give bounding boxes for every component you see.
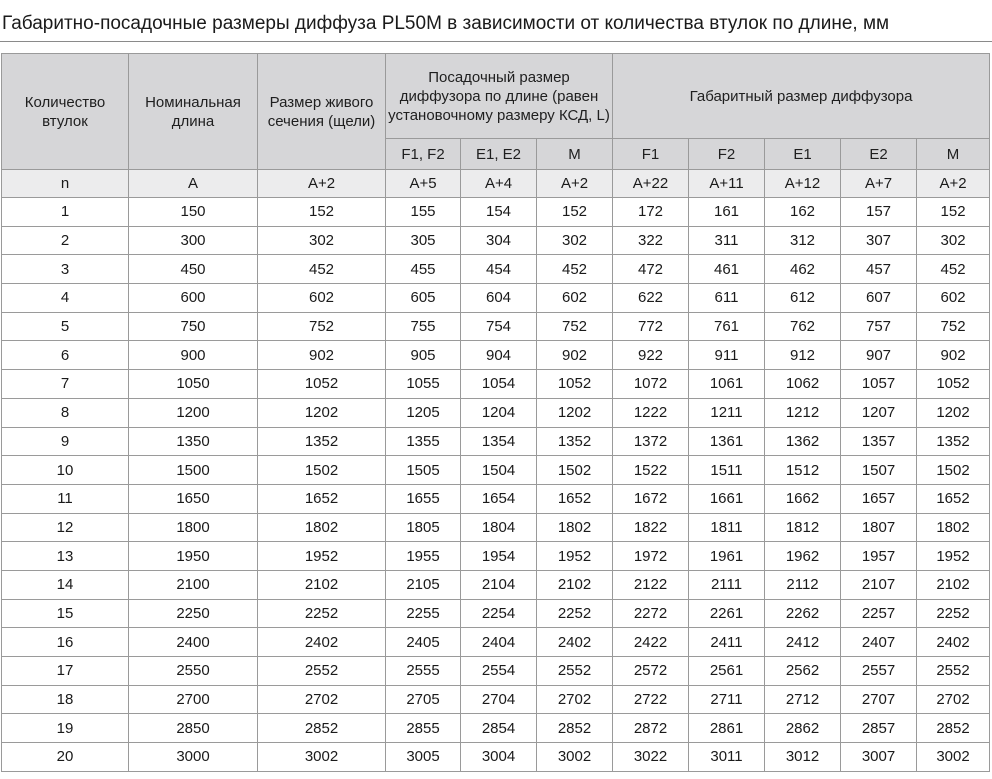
header-count: Количество втулок: [2, 54, 129, 170]
table-row: [2, 198, 990, 227]
table-row: [2, 657, 990, 686]
header-mount-e1e2: E1, E2: [461, 139, 537, 170]
table-row: [2, 255, 990, 284]
table-cell: 5: [2, 312, 129, 341]
table-cell: 152: [258, 198, 386, 227]
table-cell: 2102: [917, 570, 990, 599]
table-cell: 2702: [537, 685, 613, 714]
table-cell: 1205: [386, 398, 461, 427]
table-cell: 161: [689, 198, 765, 227]
table-cell: 1: [2, 198, 129, 227]
table-cell: 2712: [765, 685, 841, 714]
table-cell: 14: [2, 570, 129, 599]
table-cell: 1222: [613, 398, 689, 427]
table-cell: 605: [386, 284, 461, 313]
table-cell: 3011: [689, 743, 765, 772]
table-cell: 1202: [537, 398, 613, 427]
table-cell: 10: [2, 456, 129, 485]
header-nominal-length: Номинальная длина: [129, 54, 258, 170]
table-cell: 1657: [841, 484, 917, 513]
table-cell: 452: [537, 255, 613, 284]
table-body: [2, 170, 990, 772]
table-cell: 2557: [841, 657, 917, 686]
table-cell: 452: [917, 255, 990, 284]
table-cell: 1957: [841, 542, 917, 571]
table-cell: 307: [841, 226, 917, 255]
table-row: [2, 628, 990, 657]
table-cell: 752: [917, 312, 990, 341]
table-cell: 2555: [386, 657, 461, 686]
table-cell: 2262: [765, 599, 841, 628]
table-cell: 462: [765, 255, 841, 284]
formula-cell: A+2: [258, 170, 386, 198]
table-cell: 2252: [258, 599, 386, 628]
table-cell: 902: [917, 341, 990, 370]
table-cell: 2552: [917, 657, 990, 686]
table-cell: 1805: [386, 513, 461, 542]
table-cell: 1802: [917, 513, 990, 542]
table-cell: 2702: [258, 685, 386, 714]
title-divider: [0, 41, 992, 42]
table-cell: 154: [461, 198, 537, 227]
table-cell: 1652: [917, 484, 990, 513]
table-cell: 6: [2, 341, 129, 370]
table-cell: 2861: [689, 714, 765, 743]
table-cell: 2704: [461, 685, 537, 714]
table-cell: 1950: [129, 542, 258, 571]
table-cell: 2105: [386, 570, 461, 599]
table-cell: 1952: [537, 542, 613, 571]
table-cell: 2707: [841, 685, 917, 714]
table-cell: 3002: [917, 743, 990, 772]
table-cell: 2711: [689, 685, 765, 714]
table-cell: 3005: [386, 743, 461, 772]
table-cell: 2412: [765, 628, 841, 657]
header-live-section: Размер живого сечения (щели): [258, 54, 386, 170]
table-cell: 2422: [613, 628, 689, 657]
table-cell: 907: [841, 341, 917, 370]
table-cell: 452: [258, 255, 386, 284]
table-cell: 1204: [461, 398, 537, 427]
table-cell: 4: [2, 284, 129, 313]
table-cell: 1502: [537, 456, 613, 485]
table-cell: 1655: [386, 484, 461, 513]
table-row: [2, 570, 990, 599]
table-cell: 2100: [129, 570, 258, 599]
table-cell: 454: [461, 255, 537, 284]
table-cell: 1800: [129, 513, 258, 542]
table-cell: 1522: [613, 456, 689, 485]
table-cell: 3002: [258, 743, 386, 772]
table-cell: 900: [129, 341, 258, 370]
table-row: [2, 714, 990, 743]
table-cell: 600: [129, 284, 258, 313]
table-cell: 1662: [765, 484, 841, 513]
table-cell: 1050: [129, 370, 258, 399]
table-cell: 2561: [689, 657, 765, 686]
formula-cell: A: [129, 170, 258, 198]
dimensions-table: [1, 53, 990, 772]
table-row: [2, 341, 990, 370]
table-cell: 612: [765, 284, 841, 313]
table-cell: 752: [537, 312, 613, 341]
table-row: [2, 370, 990, 399]
formula-cell: n: [2, 170, 129, 198]
table-cell: 1812: [765, 513, 841, 542]
table-cell: 19: [2, 714, 129, 743]
table-cell: 2552: [537, 657, 613, 686]
table-cell: 2107: [841, 570, 917, 599]
table-cell: 7: [2, 370, 129, 399]
table-cell: 305: [386, 226, 461, 255]
table-cell: 2111: [689, 570, 765, 599]
table-cell: 604: [461, 284, 537, 313]
table-cell: 1054: [461, 370, 537, 399]
table-cell: 1672: [613, 484, 689, 513]
table-cell: 3022: [613, 743, 689, 772]
table-cell: 300: [129, 226, 258, 255]
table-cell: 17: [2, 657, 129, 686]
formula-cell: A+4: [461, 170, 537, 198]
table-cell: 1807: [841, 513, 917, 542]
table-cell: 1650: [129, 484, 258, 513]
table-cell: 2411: [689, 628, 765, 657]
table-cell: 602: [917, 284, 990, 313]
table-cell: 2122: [613, 570, 689, 599]
table-cell: 2852: [917, 714, 990, 743]
table-cell: 1055: [386, 370, 461, 399]
table-cell: 302: [258, 226, 386, 255]
table-cell: 1502: [917, 456, 990, 485]
table-cell: 2554: [461, 657, 537, 686]
header-mounting-size: Посадочный размер диффузора по длине (равен установочному размеру КСД, L): [386, 54, 613, 139]
table-cell: 1502: [258, 456, 386, 485]
table-cell: 304: [461, 226, 537, 255]
table-row: [2, 427, 990, 456]
table-cell: 1352: [537, 427, 613, 456]
table-cell: 152: [537, 198, 613, 227]
header-overall-f2: F2: [689, 139, 765, 170]
table-row: [2, 398, 990, 427]
table-cell: 1212: [765, 398, 841, 427]
table-cell: 2550: [129, 657, 258, 686]
table-cell: 1962: [765, 542, 841, 571]
table-cell: 2402: [917, 628, 990, 657]
table-cell: 1504: [461, 456, 537, 485]
table-cell: 20: [2, 743, 129, 772]
table-cell: 1511: [689, 456, 765, 485]
table-cell: 1052: [917, 370, 990, 399]
table-cell: 472: [613, 255, 689, 284]
table-cell: 461: [689, 255, 765, 284]
formula-cell: A+22: [613, 170, 689, 198]
table-cell: 157: [841, 198, 917, 227]
table-cell: 1505: [386, 456, 461, 485]
formula-cell: A+2: [537, 170, 613, 198]
table-cell: 1211: [689, 398, 765, 427]
table-row: [2, 542, 990, 571]
table-cell: 905: [386, 341, 461, 370]
table-cell: 152: [917, 198, 990, 227]
table-cell: 162: [765, 198, 841, 227]
table-cell: 902: [537, 341, 613, 370]
table-cell: 1804: [461, 513, 537, 542]
table-cell: 752: [258, 312, 386, 341]
table-cell: 1661: [689, 484, 765, 513]
table-cell: 2405: [386, 628, 461, 657]
table-cell: 1357: [841, 427, 917, 456]
header-row-main: [2, 54, 990, 139]
table-cell: 450: [129, 255, 258, 284]
table-cell: 1072: [613, 370, 689, 399]
table-cell: 2404: [461, 628, 537, 657]
header-overall-e2: E2: [841, 139, 917, 170]
table-cell: 2102: [258, 570, 386, 599]
table-cell: 9: [2, 427, 129, 456]
table-cell: 1500: [129, 456, 258, 485]
table-cell: 8: [2, 398, 129, 427]
table-cell: 155: [386, 198, 461, 227]
table-cell: 1654: [461, 484, 537, 513]
table-cell: 1352: [917, 427, 990, 456]
formula-row: [2, 170, 990, 198]
table-cell: 2872: [613, 714, 689, 743]
table-cell: 2402: [537, 628, 613, 657]
table-cell: 1955: [386, 542, 461, 571]
header-mount-m: M: [537, 139, 613, 170]
table-cell: 2850: [129, 714, 258, 743]
table-cell: 1972: [613, 542, 689, 571]
table-cell: 12: [2, 513, 129, 542]
table-cell: 1512: [765, 456, 841, 485]
table-cell: 2700: [129, 685, 258, 714]
table-cell: 2254: [461, 599, 537, 628]
table-cell: 2562: [765, 657, 841, 686]
table-row: [2, 685, 990, 714]
table-cell: 2250: [129, 599, 258, 628]
table-cell: 1057: [841, 370, 917, 399]
table-row: [2, 743, 990, 772]
table-cell: 2552: [258, 657, 386, 686]
table-cell: 2252: [537, 599, 613, 628]
table-cell: 302: [537, 226, 613, 255]
table-cell: 457: [841, 255, 917, 284]
table-cell: 1811: [689, 513, 765, 542]
table-row: [2, 484, 990, 513]
table-cell: 1355: [386, 427, 461, 456]
table-cell: 2104: [461, 570, 537, 599]
table-cell: 2272: [613, 599, 689, 628]
table-cell: 3002: [537, 743, 613, 772]
header-mount-f1f2: F1, F2: [386, 139, 461, 170]
table-cell: 1200: [129, 398, 258, 427]
table-cell: 772: [613, 312, 689, 341]
header-overall-size: Габаритный размер диффузора: [613, 54, 990, 139]
table-cell: 1202: [258, 398, 386, 427]
formula-cell: A+11: [689, 170, 765, 198]
table-cell: 3004: [461, 743, 537, 772]
table-cell: 1354: [461, 427, 537, 456]
table-cell: 2261: [689, 599, 765, 628]
table-cell: 761: [689, 312, 765, 341]
header-overall-e1: E1: [765, 139, 841, 170]
table-row: [2, 599, 990, 628]
table-cell: 2852: [258, 714, 386, 743]
table-cell: 2572: [613, 657, 689, 686]
table-cell: 455: [386, 255, 461, 284]
table-cell: 757: [841, 312, 917, 341]
table-cell: 1802: [258, 513, 386, 542]
table-cell: 2255: [386, 599, 461, 628]
table-row: [2, 513, 990, 542]
table-cell: 762: [765, 312, 841, 341]
table-cell: 2: [2, 226, 129, 255]
table-cell: 902: [258, 341, 386, 370]
formula-cell: A+12: [765, 170, 841, 198]
table-cell: 602: [258, 284, 386, 313]
table-cell: 1061: [689, 370, 765, 399]
table-cell: 3: [2, 255, 129, 284]
table-cell: 18: [2, 685, 129, 714]
table-cell: 16: [2, 628, 129, 657]
table-cell: 912: [765, 341, 841, 370]
table-cell: 302: [917, 226, 990, 255]
table-cell: 607: [841, 284, 917, 313]
table-cell: 1052: [537, 370, 613, 399]
table-cell: 1952: [258, 542, 386, 571]
table-cell: 2702: [917, 685, 990, 714]
table-cell: 1822: [613, 513, 689, 542]
table-cell: 1372: [613, 427, 689, 456]
table-cell: 172: [613, 198, 689, 227]
table-cell: 2857: [841, 714, 917, 743]
table-cell: 1350: [129, 427, 258, 456]
table-cell: 3000: [129, 743, 258, 772]
table-cell: 311: [689, 226, 765, 255]
table-cell: 922: [613, 341, 689, 370]
table-cell: 622: [613, 284, 689, 313]
table-cell: 322: [613, 226, 689, 255]
table-cell: 3012: [765, 743, 841, 772]
table-cell: 1361: [689, 427, 765, 456]
table-cell: 2402: [258, 628, 386, 657]
table-cell: 312: [765, 226, 841, 255]
table-cell: 1507: [841, 456, 917, 485]
header-overall-f1: F1: [613, 139, 689, 170]
table-cell: 2102: [537, 570, 613, 599]
table-cell: 1202: [917, 398, 990, 427]
table-cell: 3007: [841, 743, 917, 772]
page-title: Габаритно-посадочные размеры диффуза PL50M в зависимости от количества втулок по длине, мм: [2, 13, 890, 34]
table-cell: 750: [129, 312, 258, 341]
formula-cell: A+2: [917, 170, 990, 198]
table-cell: 602: [537, 284, 613, 313]
table-cell: 1362: [765, 427, 841, 456]
table-cell: 2400: [129, 628, 258, 657]
table-cell: 2407: [841, 628, 917, 657]
table-cell: 2705: [386, 685, 461, 714]
formula-cell: A+5: [386, 170, 461, 198]
table-cell: 1652: [258, 484, 386, 513]
table-cell: 1062: [765, 370, 841, 399]
table-cell: 2854: [461, 714, 537, 743]
table-cell: 2112: [765, 570, 841, 599]
table-row: [2, 226, 990, 255]
header-overall-m: M: [917, 139, 990, 170]
table-cell: 904: [461, 341, 537, 370]
table-cell: 1352: [258, 427, 386, 456]
table-cell: 2855: [386, 714, 461, 743]
table-cell: 611: [689, 284, 765, 313]
table-row: [2, 456, 990, 485]
table-cell: 754: [461, 312, 537, 341]
table-cell: 2257: [841, 599, 917, 628]
table-cell: 911: [689, 341, 765, 370]
table-cell: 2852: [537, 714, 613, 743]
table-cell: 1961: [689, 542, 765, 571]
table-cell: 13: [2, 542, 129, 571]
formula-cell: A+7: [841, 170, 917, 198]
table-cell: 1052: [258, 370, 386, 399]
table-cell: 1952: [917, 542, 990, 571]
table-cell: 2252: [917, 599, 990, 628]
table-cell: 1652: [537, 484, 613, 513]
table-cell: 2862: [765, 714, 841, 743]
table-cell: 2722: [613, 685, 689, 714]
table-cell: 150: [129, 198, 258, 227]
table-cell: 11: [2, 484, 129, 513]
table-cell: 1802: [537, 513, 613, 542]
table-cell: 755: [386, 312, 461, 341]
table-cell: 1954: [461, 542, 537, 571]
table-row: [2, 284, 990, 313]
table-cell: 1207: [841, 398, 917, 427]
table-row: [2, 312, 990, 341]
table-cell: 15: [2, 599, 129, 628]
